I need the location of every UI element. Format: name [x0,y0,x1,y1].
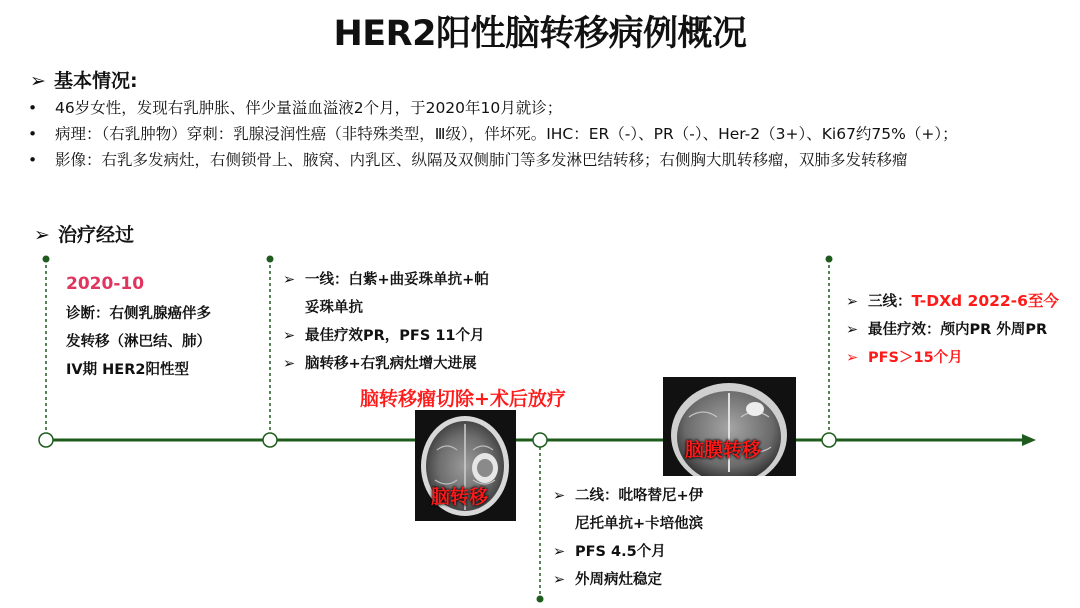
bullet-icon: • [28,151,38,169]
diagnosis-line: 发转移（淋巴结、肺） [66,334,211,350]
timeline-node-diagnosis [39,433,53,447]
third-line-response: 最佳疗效：颅内PR 外周PR [868,322,1048,338]
first-line-regimen: 一线：白紫+曲妥珠单抗+帕 [305,272,489,288]
third-line-block [846,287,1059,372]
second-line-block [553,482,703,594]
meningeal-mri-image [663,377,796,476]
page-title: HER2阳性脑转移病例概况 [333,14,747,54]
diagnosis-date: 2020-10 [66,274,145,294]
connector-end-dot [267,256,274,263]
arrow-bullet-icon: ➢ [846,294,859,310]
basic-info-item-1: 46岁女性，发现右乳肿胀、伴少量溢血溢液2个月，于2020年10月就诊； [55,99,563,117]
timeline-node-first-line [263,433,277,447]
timeline-node-second-line [533,433,547,447]
connector-end-dot [826,256,833,263]
arrow-bullet-icon: ➢ [846,350,859,366]
first-line-response: 最佳疗效PR，PFS 11个月 [305,328,485,344]
timeline-node-third-line [822,433,836,447]
brain-image-label: 脑转移 [431,486,489,508]
connector-end-dot [43,256,50,263]
third-line-prefix: 三线： [868,294,912,310]
third-line-drug: T-DXd 2022-6至今 [911,292,1059,310]
bullet-icon: • [28,125,38,143]
second-line-peripheral: 外周病灶稳定 [575,572,662,588]
arrow-bullet-icon: ➢ [553,488,566,504]
arrow-bullet-icon: ➢ [553,544,566,560]
basic-info-heading-text: 基本情况: [54,70,138,92]
arrow-bullet-icon: ➢ [553,572,566,588]
treatment-heading-text: 治疗经过 [58,224,135,246]
diagnosis-line: 诊断：右侧乳腺癌伴多 [66,306,211,322]
connector-end-dot [537,596,544,603]
arrow-bullet-icon: ➢ [283,356,296,372]
basic-info-item-2: 病理：（右乳肿物）穿刺：乳腺浸润性癌（非特殊类型，Ⅲ级），伴坏死。IHC：ER（-）、PR（-）、Her-2（3+）、Ki67约75%（+）； [55,125,958,143]
arrow-bullet-icon: ➢ [283,328,296,344]
second-line-pfs: PFS 4.5个月 [575,544,666,560]
first-line-progression: 脑转移+右乳病灶增大进展 [305,356,477,372]
surgery-label: 脑转移瘤切除+术后放疗 [360,388,566,410]
arrow-bullet-icon: ➢ [283,272,296,288]
section-arrow-icon: ➢ [34,224,50,246]
timeline-arrow-icon [1022,434,1036,446]
diagnosis-line: IV期 HER2阳性型 [66,362,189,378]
first-line-regimen-cont: 妥珠单抗 [305,300,363,316]
diagnosis-block [66,270,211,384]
second-line-regimen: 二线：吡咯替尼+伊 [575,488,704,504]
third-line-pfs: PFS＞15个月 [868,350,963,366]
bullet-icon: • [28,99,38,117]
section-arrow-icon: ➢ [30,70,46,92]
first-line-block [283,266,489,378]
second-line-regimen-cont: 尼托单抗+卡培他滨 [575,516,704,532]
arrow-bullet-icon: ➢ [846,322,859,338]
brain-mri-image [415,410,516,521]
basic-info-item-3: 影像：右乳多发病灶，右侧锁骨上、腋窝、内乳区、纵隔及双侧肺门等多发淋巴结转移；右侧胸大肌转移瘤，双肺多发转移瘤 [55,151,908,169]
meningeal-image-label: 脑膜转移 [685,439,762,461]
